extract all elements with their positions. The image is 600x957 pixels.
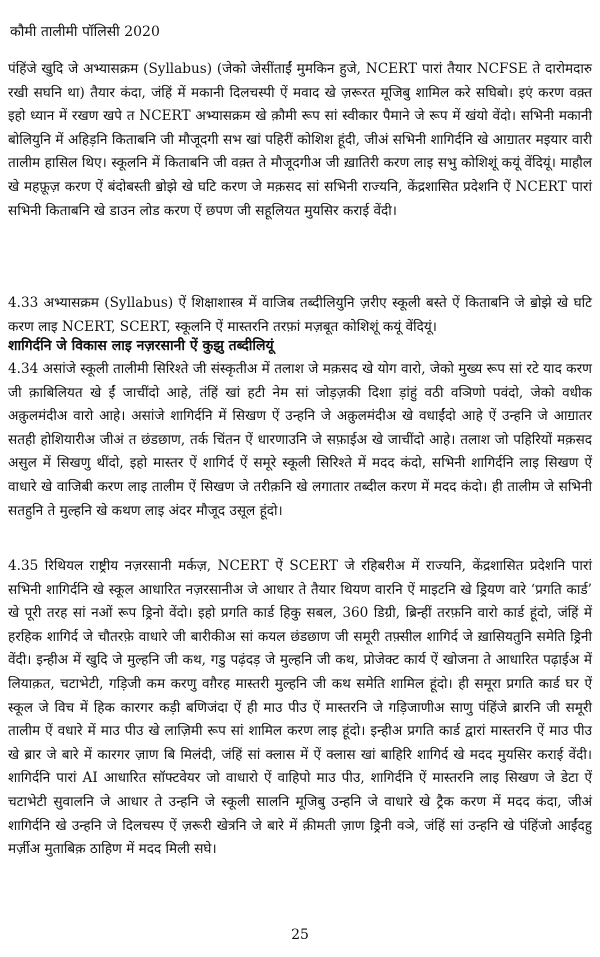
paragraph-4-35: 4.35 रिथियल राष्ट्रीय नज़रसानी मर्कज़, NCERT ऐं SCERT जे रहिबरीअ में राज्यनि, केंद्रशासित प्रदेशनि पारां सभिनी शागिर्दनि खे स्कूल आधारित नज़रसानीअ जे आधार ते तैयार थियण वारनि ऐं माइटनि खे ड्रियण वारे ‘प्रगति कार्ड’ खे पूरी तरह सां नओं रूप ड्रिनो वेंदो। इहो प्रगति कार्ड हिकु सबल, 360 डिग्री, ब्रिन्हीं तरफ़नि वारो कार्ड हूंदो, जंहिं में हरहिक शागिर्द जे चौतरफ़े वाधारे जी बारीकीअ सां कयल छंडछाण जी समूरी तफ़्सील शागिर्द जे ख़ासियतुनि समेति ड्रिनी वेंदी। इन्हीअ में खुदि जे मुल्हनि जी कथ, गडु पढ़ंदड़ जे मुल्हनि जी कथ, प्रोजेक्ट कार्य ऐं खोजना ते आधारित पढ़ाईअ में लियाक़त, चटाभेटी, गड़िजी कम करणु वग़ैरह मास्तरी मुल्हनि जी कथ समेति शामिल हूंदो। ही समूरा प्रगति कार्ड घर ऐं स्कूल जे विच में हिक कारगर कड़ी बणिजंदा ऐं ही माउ पीउ ऐं मास्तरनि जे गड़िजाणीअ साणु पंहिंजे ब्रारनि जी समूरी तालीम ऐं वधारे में माउ पीउ खे लाज़िमी रूप सां शामिल करण लाइ हूंदो। इन्हीअ प्रगति कार्ड द्वारां मास्तरनि ऐं माउ पीउ खे ब्रार जे बारे में कारगर ज़ाण बि मिलंदी, जंहिं सां क्लास में ऐं क्लास खां बाहिरि शागिर्द खे मदद मुयसिर कराई वेंदी। शागिर्दनि पारां AI आधारित सॉफ्टवेयर जो वाधारो ऐं वाहिपो माउ पीउ, शागिर्दनि ऐं मास्तरनि लाइ सिखण जे डेटा ऐं चटाभेटी सुवालनि जे आधार ते उन्हनि जे स्कूली सालनि मूजिबु उन्हनि जे वाधारे खे ट्रैक करण में मदद कंदा, जीअं शागिर्दनि खे उन्हनि जे दिलचस्प ऐं ज़रूरी खेत्रनि जे बारे में क़ीमती ज़ाण ड्रिनी वञे, जंहिं सां उन्हनि खे पंहिंजो आईंदहु मर्ज़ीअ मुताबिक़ ठाहिण में मदद मिली सघे। <box>8 558 592 858</box>
intro-paragraph: पंहिंजे खुदि जे अभ्यासक्रम (Syllabus) (जेको जेसींताईं मुमकिन हुजे, NCERT पारां तैयार NCFSE ते दारोमदारु रखी सघनि था) तैयार कंदा, जंहिं में मकानी दिलचस्पी ऐं मवाद खे ज़रूरत मूजिबु शामिल करे सघिबो। इएं करण वक़्त इहो ध्यान में रखण खपे त NCERT अभ्यासक्रम खे क़ौमी रूप सां स्वीकार पैमाने जे रूप में खंयो वेंदो। सभिनी मकानी बोलियुनि में अहिड़नि किताबनि जी मौजूदगी सभ खां पहिरीं कोशिश हूंदी, जीअं सभिनी शागिर्दनि खे आॻातर मइयार वारी तालीम हासिल थिए। स्कूलनि में किताबनि जी वक़्त ते मौजूदगीअ जी ख़ातिरी करण लाइ सभु कोशिशूं कयूं वेंदियूं। माहौल खे महफ़ूज़ करण ऐं बंदोबस्ती ॿोझे खे घटि करण जे मक़सद सां सभिनी राज्यनि, केंद्रशासित प्रदेशनि ऐं NCERT पारां सभिनी किताबनि खे डाउन लोड करण ऐं छपण जी सहूलियत मुयसिर कराई वेंदी। <box>8 61 593 219</box>
paragraph-4-34: 4.34 असांजे स्कूली तालीमी सिरिश्ते जी संस्कृतीअ में तलाश जे मक़सद खे योग वारो, जेको मुख्य रूप सां रटे याद करण जी क़ाबिलियत खे ईं जाचींदो आहे, तंहिं खां हटी नेम सां जोड़ज़की दिशा ड़ांहुं वठी वञिणो पवंदो, जेको वधीक अक़ुलमंदीअ वारो आहे। असांजे शागिर्दनि में सिखण ऐं उन्हनि जे अक़ुलमंदीअ खे वधाईंदो आहे ऐं उन्हनि जे आॻातर सतही होशियारीअ जीअं त छंडछाण, तर्क चिंतन ऐं धारणाउनि जे सफ़ाईअ खे जाचींदो आहे। तलाश जो पहिरियों मक़सद असुल में सिखणु थींदो, इहो मास्तर ऐं शागिर्द ऐं समूरे स्कूली सिरिश्ते में मदद कंदो, सभिनी शागिर्दनि लाइ सिखण ऐं वाधारे खे वाजिबी करण लाइ तालीम ऐं सिखण जे तरीक़नि खे लगातार तब्दील करण में मदद कंदो। ही तालीम जे सभिनी सतहुनि ते मुल्हनि खे कथण लाइ अंदर मौजूद उसूल हूंदो। <box>8 361 592 519</box>
section-heading: शागिर्दनि जे विकास लाइ नज़रसानी ऐं कुझु तब्दीलियूं <box>8 338 274 354</box>
page-header: कौमी तालीमी पॉलिसी 2020 <box>10 24 160 40</box>
paragraph-4-33: 4.33 अभ्यासक्रम (Syllabus) ऐं शिक्षाशास्त्र में वाजिब तब्दीलियुनि ज़रीए स्कूली बस्ते ऐं किताबनि जे ॿोझे खे घटि करण लाइ NCERT, SCERT, स्कूलनि ऐं मास्तरनि तरफ़ां मज़बूत कोशिशूं कयूं वेंदियूं। <box>8 295 592 335</box>
page-number: 25 <box>291 927 309 943</box>
